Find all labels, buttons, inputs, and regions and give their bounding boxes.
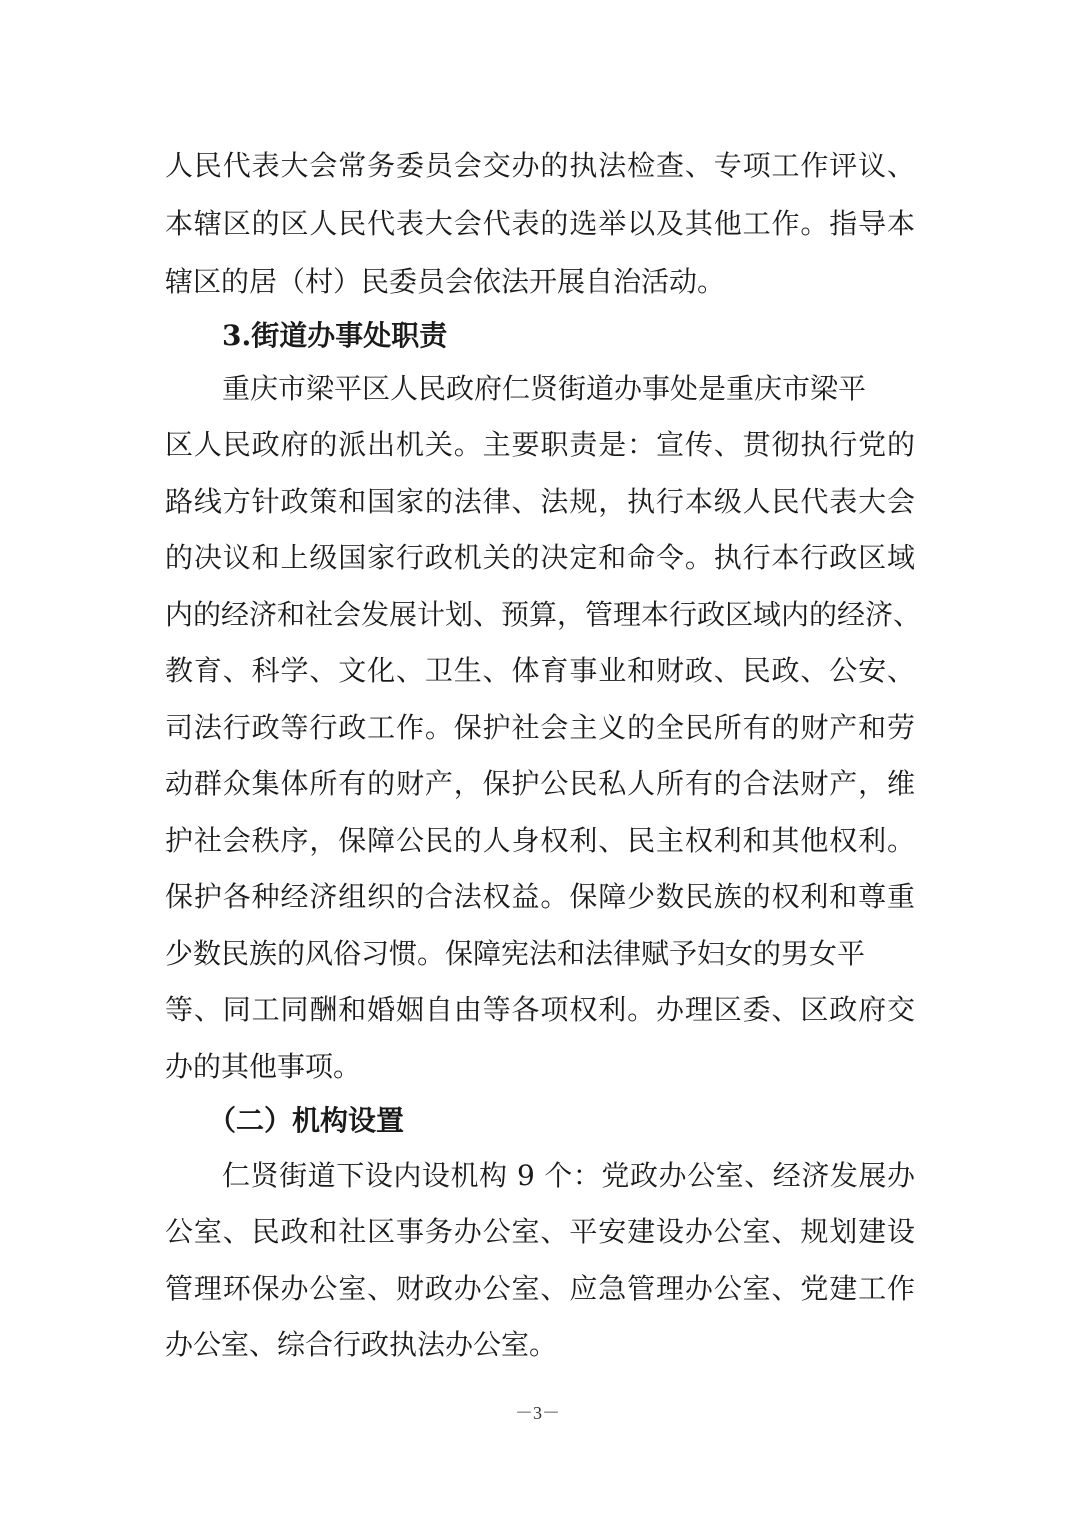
text-line: 管理环保办公室、财政办公室、应急管理办公室、党建工作 (165, 1272, 915, 1305)
text-line: 辖区的居（村）民委员会依法开展自治活动。 (165, 265, 726, 298)
text-line: 公室、民政和社区事务办公室、平安建设办公室、规划建设 (165, 1215, 915, 1248)
text-line: 办的其他事项。 (165, 1050, 362, 1083)
text-line: 内的经济和社会发展计划、预算，管理本行政区域内的经济、 (165, 598, 922, 631)
section-heading-street-office-duties: 3.街道办事处职责 (222, 319, 448, 352)
text-line: 保护各种经济组织的合法权益。保障少数民族的权利和尊重 (165, 880, 915, 913)
text-line: 等、同工同酬和婚姻自由等各项权利。办理区委、区政府交 (165, 993, 915, 1026)
text-line: 区人民政府的派出机关。主要职责是：宣传、贯彻执行党的 (165, 428, 915, 461)
section-heading-organization: （二）机构设置 (208, 1104, 405, 1137)
text-line: 少数民族的风俗习惯。保障宪法和法律赋予妇女的男女平 (165, 937, 866, 970)
text-line: 人民代表大会常务委员会交办的执法检查、专项工作评议、 (165, 149, 915, 182)
text-line: 本辖区的区人民代表大会代表的选举以及其他工作。指导本 (165, 207, 915, 240)
text-line: 的决议和上级国家行政机关的决定和命令。执行本行政区域 (165, 541, 915, 574)
text-line: 教育、科学、文化、卫生、体育事业和财政、民政、公安、 (165, 654, 915, 687)
text-line: 动群众集体所有的财产，保护公民私人所有的合法财产，维 (165, 767, 915, 800)
text-line: 仁贤街道下设内设机构 9 个：党政办公室、经济发展办 (222, 1159, 915, 1192)
text-line: 路线方针政策和国家的法律、法规，执行本级人民代表大会 (165, 485, 915, 518)
text-line: 司法行政等行政工作。保护社会主义的全民所有的财产和劳 (165, 711, 915, 744)
text-line: 重庆市梁平区人民政府仁贤街道办事处是重庆市梁平 (222, 372, 867, 405)
text-line: 办公室、综合行政执法办公室。 (165, 1328, 558, 1361)
page-number: －3－ (515, 1403, 560, 1423)
text-line: 护社会秩序，保障公民的人身权利、民主权利和其他权利。 (165, 824, 915, 857)
